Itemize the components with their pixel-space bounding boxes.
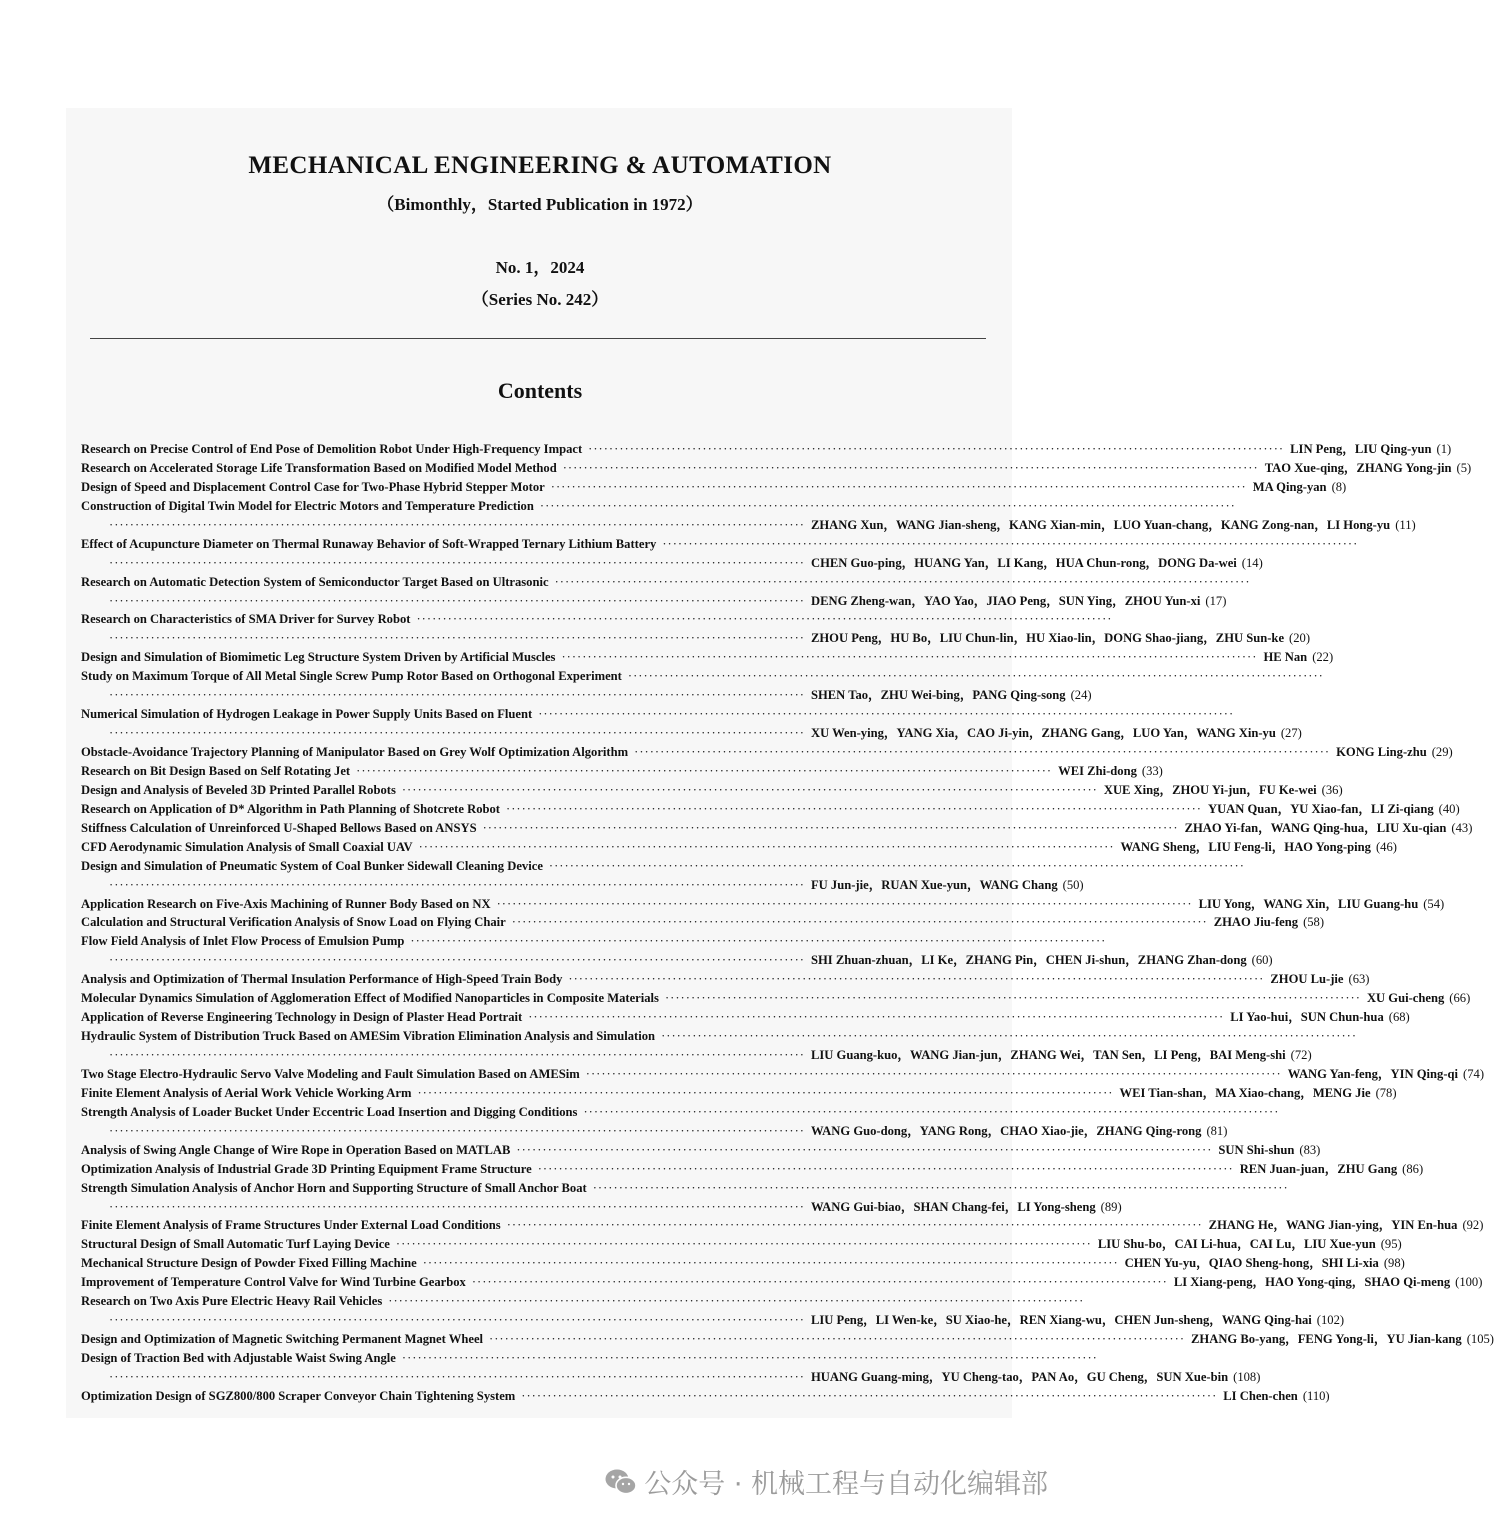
toc-entry-authors: HUANG Guang-ming，YU Cheng-tao，PAN Ao，GU Cheng，SUN Xue-bin [810, 1369, 1229, 1384]
toc-entry-authors: WANG Yan-feng，YIN Qing-qi [1287, 1066, 1459, 1081]
toc-entry-page: (60) [1251, 953, 1273, 968]
toc-entry[interactable] [81, 1008, 1410, 1027]
toc-entry-title: Design and Optimization of Magnetic Switching Permanent Magnet Wheel [81, 1332, 484, 1347]
leader-dots: ······································································································································ [401, 782, 1098, 797]
toc-entry[interactable] [81, 781, 1343, 800]
toc-entry-title: Finite Element Analysis of Frame Structures Under External Load Conditions [81, 1218, 501, 1233]
toc-entry-title: Study on Maximum Torque of All Metal Single Screw Pump Rotor Based on Orthogonal Experiment [81, 669, 622, 684]
leader-dots: ······································································································································ [634, 745, 1331, 759]
toc-entry-page: (5) [1456, 460, 1472, 475]
toc-entry-authors: DENG Zheng-wan，YAO Yao，JIAO Peng，SUN Ying，ZHOU Yun-xi [810, 593, 1201, 608]
toc-entry-authors: ZHAO Jiu-feng [1213, 915, 1299, 930]
toc-entry-page: (92) [1462, 1218, 1484, 1233]
toc-entry-page: (102) [1316, 1313, 1345, 1328]
toc-entry-authors: XU Wen-ying，YANG Xia，CAO Ji-yin，ZHANG Gang，LUO Yan，WANG Xin-yu [810, 726, 1276, 741]
toc-entry-title: Numerical Simulation of Hydrogen Leakage in Power Supply Units Based on Fluent [81, 707, 533, 722]
toc-entry-page: (22) [1312, 650, 1334, 665]
toc-entry-page: (78) [1375, 1085, 1397, 1100]
toc-entry-title: Application of Reverse Engineering Technology in Design of Plaster Head Portrait [81, 1010, 523, 1025]
toc-entry-continuation[interactable] [81, 554, 1263, 573]
toc-entry-page: (24) [1070, 688, 1092, 703]
toc-entry-authors: CHEN Guo-ping，HUANG Yan，LI Kang，HUA Chun-rong，DONG Da-wei [810, 555, 1237, 570]
toc-entry[interactable] [81, 743, 1453, 762]
toc-entry[interactable] [81, 1235, 1402, 1254]
toc-entry[interactable] [81, 1160, 1424, 1179]
toc-entry[interactable] [81, 705, 1235, 724]
toc-entry[interactable] [81, 440, 1452, 459]
toc-entry-authors: SUN Shi-shun [1218, 1142, 1295, 1157]
toc-entry-authors: LI Xiang-peng，HAO Yong-qing，SHAO Qi-meng [1173, 1275, 1451, 1290]
toc-entry-title: Design and Simulation of Biomimetic Leg Structure System Driven by Artificial Muscles [81, 650, 556, 665]
toc-entry-title: Research on Automatic Detection System of Semiconductor Target Based on Ultrasonic [81, 574, 549, 589]
leader-dots: ······································································································································ [496, 896, 1193, 911]
toc-entry-page: (108) [1233, 1369, 1261, 1384]
toc-entry-page: (54) [1423, 896, 1445, 911]
leader-dots: ······································································································································ [489, 1332, 1186, 1347]
toc-entry-title: Analysis and Optimization of Thermal Insulation Performance of High-Speed Train Body [81, 972, 563, 987]
toc-entry[interactable] [81, 610, 1113, 629]
toc-entry-authors: KONG Ling-zhu [1336, 745, 1427, 759]
toc-entry[interactable] [81, 459, 1472, 478]
toc-entry-title: Calculation and Structural Verification Analysis of Snow Load on Flying Chair [81, 915, 506, 930]
leader-dots: ······································································································································ [109, 1313, 805, 1328]
toc-entry-page: (74) [1463, 1066, 1485, 1081]
leader-dots: ······································································································································ [417, 1085, 1114, 1100]
leader-dots: ······································································································································ [661, 1029, 1358, 1044]
leader-dots: ······································································································································ [592, 1180, 1289, 1195]
toc-entry-page: (33) [1141, 763, 1163, 778]
toc-entry-page: (105) [1466, 1332, 1494, 1347]
toc-entry-page: (36) [1321, 782, 1343, 797]
toc-entry-title: Analysis of Swing Angle Change of Wire Rope in Operation Based on MATLAB [81, 1142, 511, 1157]
toc-entry-title: Strength Simulation Analysis of Anchor Horn and Supporting Structure of Small Anchor Boat [81, 1180, 587, 1195]
toc-entry-page: (58) [1303, 915, 1325, 930]
toc-entry-authors: XU Gui-cheng [1366, 991, 1445, 1006]
toc-entry-page: (1) [1436, 442, 1452, 456]
toc-entry-page: (81) [1206, 1123, 1228, 1138]
wechat-icon [604, 1467, 638, 1497]
watermark [604, 1462, 1048, 1501]
toc-entry-title: Research on Characteristics of SMA Driver for Survey Robot [81, 612, 411, 627]
toc-entry-page: (27) [1280, 726, 1302, 741]
toc-entry-page: (68) [1388, 1010, 1410, 1025]
toc-entry-title: Stiffness Calculation of Unreinforced U-Shaped Bellows Based on ANSYS [81, 820, 477, 835]
toc-entry-title: Optimization Analysis of Industrial Grade 3D Printing Equipment Frame Structure [81, 1161, 532, 1176]
toc-entry-title: Research on Bit Design Based on Self Rotating Jet [81, 763, 351, 778]
toc-entry-authors: WEI Tian-shan，MA Xiao-chang，MENG Jie [1119, 1085, 1371, 1100]
toc-entry-continuation[interactable] [81, 876, 1084, 895]
toc-entry-authors: WANG Gui-biao，SHAN Chang-fei，LI Yong-sheng [810, 1199, 1096, 1214]
toc-entry-continuation[interactable] [81, 629, 1311, 648]
toc-entry-authors: TAO Xue-qing，ZHANG Yong-jin [1264, 460, 1452, 475]
leader-dots: ······································································································································ [506, 801, 1202, 816]
toc-entry-authors: LI Yao-hui，SUN Chun-hua [1230, 1010, 1384, 1025]
toc-entry-title: Improvement of Temperature Control Valve for Wind Turbine Gearbox [81, 1275, 466, 1290]
toc-entry-authors: ZHANG He，WANG Jian-ying，YIN En-hua [1208, 1218, 1458, 1233]
leader-dots: ······································································································································ [109, 1048, 805, 1062]
toc-entry[interactable] [81, 1179, 1289, 1198]
leader-dots: ······································································································································ [109, 555, 805, 570]
leader-dots: ······································································································································ [395, 1237, 1092, 1252]
leader-dots: ······································································································································ [568, 972, 1265, 987]
toc-entry-page: (46) [1375, 839, 1397, 854]
toc-entry-title: CFD Aerodynamic Simulation Analysis of Small Coaxial UAV [81, 839, 413, 854]
leader-dots: ······································································································································ [109, 631, 805, 646]
header-divider [90, 338, 986, 339]
toc-entry-authors: LIN Peng，LIU Qing-yun [1290, 442, 1432, 456]
toc-entry-page: (98) [1383, 1256, 1405, 1271]
toc-entry-title: Research on Application of D* Algorithm in Path Planning of Shotcrete Robot [81, 801, 500, 816]
toc-entry[interactable] [81, 857, 1245, 876]
toc-entry[interactable] [81, 535, 1359, 554]
toc-entry[interactable] [81, 762, 1163, 781]
toc-entry-title: Optimization Design of SGZ800/800 Scraper Conveyor Chain Tightening System [81, 1388, 516, 1403]
toc-entry-authors: ZHOU Peng，HU Bo，LIU Chun-lin，HU Xiao-lin，DONG Shao-jiang，ZHU Sun-ke [810, 631, 1285, 646]
leader-dots: ······································································································································ [388, 1294, 1085, 1309]
toc-entry-authors: ZHANG Xun，WANG Jian-sheng，KANG Xian-min，LUO Yuan-chang，KANG Zong-nan，LI Hong-yu [810, 517, 1391, 532]
toc-entry[interactable] [81, 1216, 1484, 1235]
leader-dots: ······································································································································ [664, 991, 1361, 1006]
toc-entry-continuation[interactable] [81, 1046, 1312, 1065]
toc-entry[interactable] [81, 1027, 1358, 1046]
toc-entry-continuation[interactable] [81, 724, 1302, 743]
toc-entry-title: Construction of Digital Twin Model for Electric Motors and Temperature Prediction [81, 498, 534, 513]
toc-entry-authors: XUE Xing，ZHOU Yi-jun，FU Ke-wei [1103, 782, 1317, 797]
toc-entry[interactable] [81, 895, 1445, 914]
leader-dots: ······································································································································ [109, 726, 805, 741]
toc-entry-title: Finite Element Analysis of Aerial Work Vehicle Working Arm [81, 1085, 412, 1100]
toc-entry[interactable] [81, 1387, 1330, 1406]
leader-dots: ······································································································································ [418, 839, 1115, 854]
toc-entry[interactable] [81, 970, 1370, 989]
leader-dots: ······································································································································ [356, 763, 1053, 778]
toc-entry[interactable] [81, 1065, 1485, 1084]
toc-entry[interactable] [81, 497, 1236, 516]
journal-title: MECHANICAL ENGINEERING & AUTOMATION [248, 152, 832, 179]
series-number: （Series No. 242） [471, 290, 609, 309]
leader-dots: ······································································································································ [539, 498, 1236, 513]
toc-entry-authors: CHEN Yu-yu，QIAO Sheng-hong，SHI Li-xia [1124, 1256, 1379, 1271]
leader-dots: ······································································································································ [109, 688, 805, 703]
toc-entry-page: (89) [1100, 1199, 1122, 1214]
toc-entry[interactable] [81, 819, 1473, 838]
toc-entry-page: (110) [1302, 1388, 1330, 1403]
toc-entry-page: (86) [1402, 1161, 1424, 1176]
toc-entry-authors: LI Chen-chen [1223, 1388, 1298, 1403]
toc-entry-title: Flow Field Analysis of Inlet Flow Process of Emulsion Pump [81, 934, 405, 949]
toc-entry-title: Design and Analysis of Beveled 3D Printed Parallel Robots [81, 782, 396, 797]
toc-entry-authors: ZHANG Bo-yang，FENG Yong-li，YU Jian-kang [1191, 1332, 1462, 1347]
toc-entry-title: Design of Traction Bed with Adjustable Waist Swing Angle [81, 1351, 396, 1365]
journal-subtitle: （Bimonthly，Started Publication in 1972） [377, 195, 703, 214]
leader-dots: ······································································································································ [521, 1388, 1218, 1403]
toc-entry-page: (11) [1395, 517, 1416, 532]
toc-entry-page: (29) [1431, 745, 1453, 759]
toc-entry-title: Research on Accelerated Storage Life Transformation Based on Modified Model Method [81, 460, 557, 475]
leader-dots: ······································································································································ [109, 1369, 805, 1384]
toc-entry[interactable] [81, 1349, 1098, 1368]
toc-entry-title: Two Stage Electro-Hydraulic Servo Valve Modeling and Fault Simulation Based on AMESim [81, 1066, 580, 1081]
toc-entry-continuation[interactable] [81, 951, 1273, 970]
toc-entry-continuation[interactable] [81, 516, 1416, 535]
toc-entry-title: Obstacle-Avoidance Trajectory Planning of Manipulator Based on Grey Wolf Optimization Algorithm [81, 745, 629, 759]
leader-dots: ······································································································································ [410, 934, 1107, 949]
toc-entry-page: (100) [1455, 1275, 1483, 1290]
toc-entry[interactable] [81, 478, 1347, 497]
toc-entry-continuation[interactable] [81, 1368, 1261, 1387]
leader-dots: ······································································································································ [109, 877, 805, 892]
toc-entry-page: (40) [1438, 801, 1460, 816]
toc-entry-authors: HE Nan [1263, 650, 1308, 665]
leader-dots: ······································································································································ [109, 953, 805, 968]
toc-entry-title: Research on Precise Control of End Pose of Demolition Robot Under High-Frequency Impact [81, 442, 583, 456]
toc-entry-page: (43) [1451, 820, 1473, 835]
toc-entry-authors: LIU Shu-bo，CAI Li-hua，CAI Lu，LIU Xue-yun [1097, 1237, 1376, 1252]
leader-dots: ······································································································································ [554, 574, 1251, 589]
toc-entry-continuation[interactable] [81, 1198, 1122, 1217]
leader-dots: ······································································································································ [528, 1010, 1225, 1025]
toc-entry[interactable] [81, 1273, 1483, 1292]
leader-dots: ······································································································································ [583, 1104, 1280, 1119]
toc-entry-title: Hydraulic System of Distribution Truck Based on AMESim Vibration Elimination Analysis and Simulation [81, 1029, 656, 1044]
leader-dots: ······································································································································ [109, 1199, 805, 1214]
leader-dots: ······································································································································ [506, 1218, 1203, 1233]
leader-dots: ······································································································································ [516, 1142, 1213, 1157]
toc-entry[interactable] [81, 989, 1471, 1008]
toc-entry[interactable] [81, 1292, 1085, 1311]
leader-dots: ······································································································································ [471, 1275, 1168, 1290]
toc-entry-authors: LIU Peng，LI Wen-ke，SU Xiao-he，REN Xiang-wu，CHEN Jun-sheng，WANG Qing-hai [810, 1313, 1312, 1328]
toc-entry-title: Mechanical Structure Design of Powder Fixed Filling Machine [81, 1256, 417, 1271]
toc-entry-page: (8) [1331, 479, 1347, 494]
toc-entry[interactable] [81, 1103, 1280, 1122]
leader-dots: ······································································································································ [588, 442, 1285, 456]
toc-entry-page: (72) [1290, 1048, 1312, 1062]
toc-entry-authors: ZHAO Yi-fan，WANG Qing-hua，LIU Xu-qian [1184, 820, 1447, 835]
toc-entry[interactable] [81, 913, 1325, 932]
toc-entry-continuation[interactable] [81, 1311, 1345, 1330]
toc-entry-authors: FU Jun-jie，RUAN Xue-yun，WANG Chang [810, 877, 1058, 892]
toc-entry-authors: REN Juan-juan，ZHU Gang [1239, 1161, 1398, 1176]
toc-entry[interactable] [81, 573, 1251, 592]
leader-dots: ······································································································································ [538, 707, 1235, 722]
toc-entry-title: Structural Design of Small Automatic Turf Laying Device [81, 1237, 390, 1252]
leader-dots: ······································································································································ [109, 517, 805, 532]
toc-entry[interactable] [81, 800, 1460, 819]
toc-entry[interactable] [81, 932, 1107, 951]
leader-dots: ······································································································································ [585, 1066, 1282, 1081]
toc-entry[interactable] [81, 838, 1397, 857]
leader-dots: ······································································································································ [548, 858, 1245, 873]
leader-dots: ······································································································································ [422, 1256, 1119, 1271]
leader-dots: ······································································································································ [401, 1351, 1098, 1365]
leader-dots: ······································································································································ [662, 536, 1359, 551]
toc-entry-title: Application Research on Five-Axis Machining of Runner Body Based on NX [81, 896, 491, 911]
toc-entry-authors: LIU Yong，WANG Xin，LIU Guang-hu [1198, 896, 1419, 911]
toc-entry-authors: WEI Zhi-dong [1058, 763, 1137, 778]
table-of-contents [81, 440, 1494, 1406]
toc-entry[interactable] [81, 1254, 1405, 1273]
toc-entry-page: (83) [1299, 1142, 1321, 1157]
leader-dots: ······································································································································ [550, 479, 1247, 494]
toc-entry-title: Strength Analysis of Loader Bucket Under Eccentric Load Insertion and Digging Conditions [81, 1104, 578, 1119]
leader-dots: ······································································································································ [561, 650, 1258, 665]
issue-number: No. 1，2024 [495, 258, 585, 277]
toc-entry-authors: ZHOU Lu-jie [1270, 972, 1344, 987]
toc-entry-title: Design and Simulation of Pneumatic System of Coal Bunker Sidewall Cleaning Device [81, 858, 543, 873]
watermark-text: 公众号 · 机械工程与自动化编辑部 [644, 1469, 1048, 1500]
toc-entry-authors: WANG Guo-dong，YANG Rong，CHAO Xiao-jie，ZHANG Qing-rong [810, 1123, 1202, 1138]
leader-dots: ······································································································································ [537, 1161, 1234, 1176]
contents-heading: Contents [497, 378, 583, 403]
toc-entry[interactable] [81, 1084, 1397, 1103]
toc-entry[interactable] [81, 1330, 1494, 1349]
toc-entry-authors: SHEN Tao，ZHU Wei-bing，PANG Qing-song [810, 688, 1066, 703]
leader-dots: ······································································································································ [109, 593, 805, 608]
toc-entry-continuation[interactable] [81, 686, 1092, 705]
leader-dots: ······································································································································ [511, 915, 1208, 930]
toc-entry-page: (50) [1062, 877, 1084, 892]
toc-entry-authors: WANG Sheng，LIU Feng-li，HAO Yong-ping [1120, 839, 1371, 854]
toc-entry-title: Design of Speed and Displacement Control Case for Two-Phase Hybrid Stepper Motor [81, 479, 545, 494]
toc-entry-title: Research on Two Axis Pure Electric Heavy Rail Vehicles [81, 1294, 383, 1309]
toc-entry-continuation[interactable] [81, 592, 1227, 611]
toc-entry-page: (66) [1449, 991, 1471, 1006]
leader-dots: ······································································································································ [562, 460, 1259, 475]
toc-entry-authors: SHI Zhuan-zhuan，LI Ke，ZHANG Pin，CHEN Ji-shun，ZHANG Zhan-dong [810, 953, 1247, 968]
toc-entry[interactable] [81, 1141, 1321, 1160]
toc-entry-page: (63) [1348, 972, 1370, 987]
leader-dots: ······································································································································ [109, 1123, 805, 1138]
toc-entry-title: Effect of Acupuncture Diameter on Thermal Runaway Behavior of Soft-Wrapped Ternary Lithium Battery [81, 536, 657, 551]
leader-dots: ······································································································································ [416, 612, 1113, 627]
toc-entry-page: (14) [1241, 555, 1263, 570]
toc-entry-authors: LIU Guang-kuo，WANG Jian-jun，ZHANG Wei，TAN Sen，LI Peng，BAI Meng-shi [810, 1048, 1286, 1062]
toc-entry-continuation[interactable] [81, 1122, 1228, 1141]
toc-entry-authors: MA Qing-yan [1252, 479, 1327, 494]
toc-entry[interactable] [81, 667, 1324, 686]
toc-entry-page: (20) [1289, 631, 1311, 646]
leader-dots: ······································································································································ [482, 820, 1179, 835]
toc-entry-page: (95) [1380, 1237, 1402, 1252]
toc-entry-title: Molecular Dynamics Simulation of Agglomeration Effect of Modified Nanoparticles in Composite Materials [81, 991, 659, 1006]
toc-entry[interactable] [81, 648, 1334, 667]
leader-dots: ······································································································································ [627, 669, 1324, 684]
toc-entry-page: (17) [1205, 593, 1227, 608]
toc-entry-authors: YUAN Quan，YU Xiao-fan，LI Zi-qiang [1207, 801, 1434, 816]
